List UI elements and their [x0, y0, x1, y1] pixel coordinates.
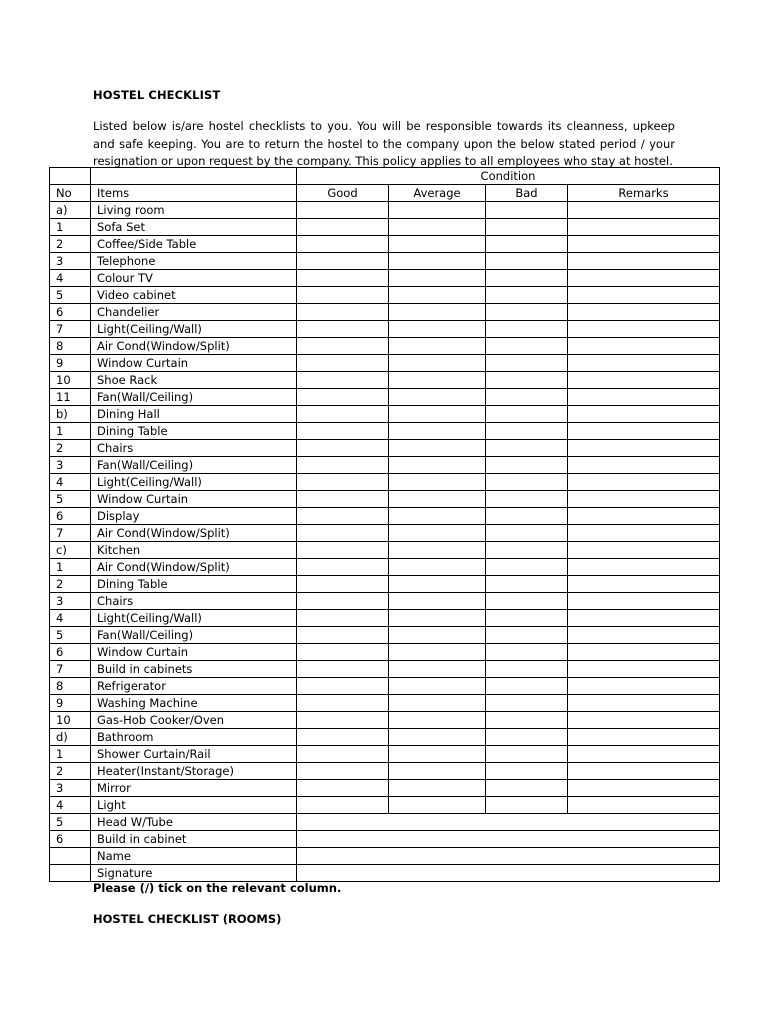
checklist-row: [50, 797, 720, 814]
row-item: Telephone: [91, 253, 297, 270]
remarks-cell[interactable]: [568, 423, 720, 440]
merged-entry-cell[interactable]: [297, 848, 720, 865]
good-cell[interactable]: [297, 610, 389, 627]
merged-entry-cell[interactable]: [297, 865, 720, 882]
average-cell[interactable]: [389, 678, 486, 695]
row-item: Air Cond(Window/Split): [91, 559, 297, 576]
remarks-cell[interactable]: [568, 236, 720, 253]
average-cell[interactable]: [389, 287, 486, 304]
bad-cell[interactable]: [486, 372, 568, 389]
bad-cell[interactable]: [486, 576, 568, 593]
checklist-row: [50, 576, 720, 593]
remarks-cell[interactable]: [568, 729, 720, 746]
remarks-cell[interactable]: [568, 780, 720, 797]
remarks-cell[interactable]: [568, 644, 720, 661]
column-header-row: [50, 185, 720, 202]
remarks-cell[interactable]: [568, 321, 720, 338]
header-remarks: Remarks: [568, 185, 720, 202]
bad-cell[interactable]: [486, 797, 568, 814]
row-number: 3: [50, 780, 91, 797]
good-cell[interactable]: [297, 219, 389, 236]
row-number: [50, 848, 91, 865]
remarks-cell[interactable]: [568, 372, 720, 389]
good-cell[interactable]: [297, 542, 389, 559]
remarks-cell[interactable]: [568, 576, 720, 593]
remarks-cell[interactable]: [568, 253, 720, 270]
remarks-cell[interactable]: [568, 559, 720, 576]
row-number: 5: [50, 814, 91, 831]
row-number: 5: [50, 287, 91, 304]
bad-cell[interactable]: [486, 338, 568, 355]
good-cell[interactable]: [297, 644, 389, 661]
bad-cell[interactable]: [486, 287, 568, 304]
row-number: 9: [50, 355, 91, 372]
checklist-row: [50, 287, 720, 304]
good-cell[interactable]: [297, 491, 389, 508]
row-item: Dining Table: [91, 576, 297, 593]
good-cell[interactable]: [297, 525, 389, 542]
average-cell[interactable]: [389, 763, 486, 780]
checklist-row: [50, 253, 720, 270]
row-item: Display: [91, 508, 297, 525]
bad-cell[interactable]: [486, 423, 568, 440]
row-number: 8: [50, 338, 91, 355]
bad-cell[interactable]: [486, 542, 568, 559]
row-item: Name: [91, 848, 297, 865]
row-number: 9: [50, 695, 91, 712]
checklist-row: [50, 491, 720, 508]
good-cell[interactable]: [297, 440, 389, 457]
checklist-row: [50, 746, 720, 763]
row-number: 5: [50, 491, 91, 508]
bad-cell[interactable]: [486, 678, 568, 695]
average-cell[interactable]: [389, 712, 486, 729]
row-number: 7: [50, 525, 91, 542]
good-cell[interactable]: [297, 457, 389, 474]
bad-cell[interactable]: [486, 593, 568, 610]
row-item: Chairs: [91, 440, 297, 457]
good-cell[interactable]: [297, 202, 389, 219]
good-cell[interactable]: [297, 389, 389, 406]
good-cell[interactable]: [297, 406, 389, 423]
checklist-row: [50, 763, 720, 780]
good-cell[interactable]: [297, 338, 389, 355]
row-number: 4: [50, 474, 91, 491]
page-title: HOSTEL CHECKLIST: [93, 88, 221, 102]
row-item: Fan(Wall/Ceiling): [91, 389, 297, 406]
row-item: Colour TV: [91, 270, 297, 287]
checklist-row: [50, 338, 720, 355]
row-number: 1: [50, 559, 91, 576]
remarks-cell[interactable]: [568, 627, 720, 644]
good-cell[interactable]: [297, 780, 389, 797]
row-number: 1: [50, 423, 91, 440]
row-number: 2: [50, 440, 91, 457]
average-cell[interactable]: [389, 661, 486, 678]
checklist-row: [50, 440, 720, 457]
merged-entry-cell[interactable]: [297, 814, 720, 831]
row-item: Shower Curtain/Rail: [91, 746, 297, 763]
row-item: Coffee/Side Table: [91, 236, 297, 253]
bad-cell[interactable]: [486, 355, 568, 372]
bad-cell[interactable]: [486, 491, 568, 508]
checklist-row: [50, 389, 720, 406]
checklist-row: [50, 355, 720, 372]
bad-cell[interactable]: [486, 202, 568, 219]
row-item: Fan(Wall/Ceiling): [91, 457, 297, 474]
remarks-cell[interactable]: [568, 389, 720, 406]
good-cell[interactable]: [297, 372, 389, 389]
row-item: Signature: [91, 865, 297, 882]
checklist-row: [50, 814, 720, 831]
remarks-cell[interactable]: [568, 355, 720, 372]
row-item: Dining Hall: [91, 406, 297, 423]
average-cell[interactable]: [389, 695, 486, 712]
row-item: Mirror: [91, 780, 297, 797]
row-item: Video cabinet: [91, 287, 297, 304]
bad-cell[interactable]: [486, 695, 568, 712]
row-item: Kitchen: [91, 542, 297, 559]
checklist-row: [50, 661, 720, 678]
checklist-row: [50, 610, 720, 627]
checklist-row: [50, 542, 720, 559]
remarks-cell[interactable]: [568, 219, 720, 236]
good-cell[interactable]: [297, 576, 389, 593]
bad-cell[interactable]: [486, 627, 568, 644]
header-items: Items: [91, 185, 297, 202]
bad-cell[interactable]: [486, 219, 568, 236]
good-cell[interactable]: [297, 729, 389, 746]
row-number: 1: [50, 219, 91, 236]
checklist-row: [50, 865, 720, 882]
checklist-row: [50, 474, 720, 491]
average-cell[interactable]: [389, 474, 486, 491]
row-item: Window Curtain: [91, 355, 297, 372]
header-blank-no: [50, 168, 91, 185]
average-cell[interactable]: [389, 355, 486, 372]
checklist-table: [49, 167, 720, 882]
checklist-row: [50, 678, 720, 695]
remarks-cell[interactable]: [568, 491, 720, 508]
row-item: Sofa Set: [91, 219, 297, 236]
good-cell[interactable]: [297, 508, 389, 525]
checklist-row: [50, 406, 720, 423]
row-number: 1: [50, 746, 91, 763]
average-cell[interactable]: [389, 746, 486, 763]
checklist-row: [50, 831, 720, 848]
average-cell[interactable]: [389, 423, 486, 440]
row-number: 7: [50, 661, 91, 678]
average-cell[interactable]: [389, 338, 486, 355]
average-cell[interactable]: [389, 321, 486, 338]
rooms-checklist-heading: HOSTEL CHECKLIST (ROOMS): [93, 912, 282, 926]
bad-cell[interactable]: [486, 644, 568, 661]
average-cell[interactable]: [389, 627, 486, 644]
row-number: 4: [50, 610, 91, 627]
row-number: 6: [50, 831, 91, 848]
remarks-cell[interactable]: [568, 457, 720, 474]
row-item: Living room: [91, 202, 297, 219]
header-average: Average: [389, 185, 486, 202]
remarks-cell[interactable]: [568, 610, 720, 627]
row-item: Dining Table: [91, 423, 297, 440]
bad-cell[interactable]: [486, 746, 568, 763]
good-cell[interactable]: [297, 712, 389, 729]
bad-cell[interactable]: [486, 712, 568, 729]
row-number: 8: [50, 678, 91, 695]
row-item: Window Curtain: [91, 644, 297, 661]
good-cell[interactable]: [297, 661, 389, 678]
row-item: Light(Ceiling/Wall): [91, 474, 297, 491]
good-cell[interactable]: [297, 678, 389, 695]
remarks-cell[interactable]: [568, 712, 720, 729]
bad-cell[interactable]: [486, 780, 568, 797]
bad-cell[interactable]: [486, 559, 568, 576]
row-item: Chairs: [91, 593, 297, 610]
bad-cell[interactable]: [486, 729, 568, 746]
bad-cell[interactable]: [486, 508, 568, 525]
checklist-row: [50, 695, 720, 712]
checklist-row: [50, 780, 720, 797]
checklist-row: [50, 559, 720, 576]
bad-cell[interactable]: [486, 610, 568, 627]
average-cell[interactable]: [389, 729, 486, 746]
average-cell[interactable]: [389, 270, 486, 287]
good-cell[interactable]: [297, 593, 389, 610]
bad-cell[interactable]: [486, 661, 568, 678]
row-number: 3: [50, 457, 91, 474]
bad-cell[interactable]: [486, 440, 568, 457]
row-number: 2: [50, 236, 91, 253]
average-cell[interactable]: [389, 780, 486, 797]
row-number: d): [50, 729, 91, 746]
remarks-cell[interactable]: [568, 304, 720, 321]
checklist-row: [50, 219, 720, 236]
row-number: 6: [50, 508, 91, 525]
remarks-cell[interactable]: [568, 508, 720, 525]
good-cell[interactable]: [297, 236, 389, 253]
checklist-row: [50, 508, 720, 525]
checklist-row: [50, 627, 720, 644]
row-item: Head W/Tube: [91, 814, 297, 831]
bad-cell[interactable]: [486, 457, 568, 474]
row-item: Light: [91, 797, 297, 814]
good-cell[interactable]: [297, 423, 389, 440]
bad-cell[interactable]: [486, 474, 568, 491]
row-number: 10: [50, 372, 91, 389]
average-cell[interactable]: [389, 253, 486, 270]
row-number: 6: [50, 304, 91, 321]
average-cell[interactable]: [389, 542, 486, 559]
row-item: Fan(Wall/Ceiling): [91, 627, 297, 644]
average-cell[interactable]: [389, 236, 486, 253]
row-item: Light(Ceiling/Wall): [91, 610, 297, 627]
average-cell[interactable]: [389, 457, 486, 474]
header-blank-items: [91, 168, 297, 185]
checklist-row: [50, 236, 720, 253]
bad-cell[interactable]: [486, 406, 568, 423]
row-number: 10: [50, 712, 91, 729]
row-number: 7: [50, 321, 91, 338]
row-number: [50, 865, 91, 882]
good-cell[interactable]: [297, 253, 389, 270]
remarks-cell[interactable]: [568, 661, 720, 678]
average-cell[interactable]: [389, 610, 486, 627]
remarks-cell[interactable]: [568, 763, 720, 780]
remarks-cell[interactable]: [568, 270, 720, 287]
row-item: Build in cabinets: [91, 661, 297, 678]
good-cell[interactable]: [297, 474, 389, 491]
average-cell[interactable]: [389, 797, 486, 814]
bad-cell[interactable]: [486, 525, 568, 542]
row-item: Air Cond(Window/Split): [91, 338, 297, 355]
checklist-row: [50, 593, 720, 610]
remarks-cell[interactable]: [568, 797, 720, 814]
bad-cell[interactable]: [486, 304, 568, 321]
good-cell[interactable]: [297, 559, 389, 576]
good-cell[interactable]: [297, 304, 389, 321]
checklist-row: [50, 270, 720, 287]
row-number: 3: [50, 253, 91, 270]
checklist-row: [50, 372, 720, 389]
good-cell[interactable]: [297, 355, 389, 372]
row-item: Gas-Hob Cooker/Oven: [91, 712, 297, 729]
good-cell[interactable]: [297, 627, 389, 644]
row-item: Air Cond(Window/Split): [91, 525, 297, 542]
average-cell[interactable]: [389, 406, 486, 423]
intro-paragraph: Listed below is/are hostel checklists to you. You will be responsible towards its cleanness, upkeep and safe keeping. You are to return the hostel to the company upon the below stated period / your resignation or upon request by the company. This policy applies to all employees who stay at hostel.: [93, 119, 675, 168]
tick-instruction-note: Please (/) tick on the relevant column.: [93, 881, 342, 895]
remarks-cell[interactable]: [568, 406, 720, 423]
row-number: 2: [50, 763, 91, 780]
row-number: 6: [50, 644, 91, 661]
bad-cell[interactable]: [486, 253, 568, 270]
remarks-cell[interactable]: [568, 525, 720, 542]
checklist-row: [50, 304, 720, 321]
header-bad: Bad: [486, 185, 568, 202]
remarks-cell[interactable]: [568, 695, 720, 712]
condition-header-row: [50, 168, 720, 185]
good-cell[interactable]: [297, 270, 389, 287]
condition-header: Condition: [297, 168, 720, 185]
remarks-cell[interactable]: [568, 593, 720, 610]
row-number: 4: [50, 270, 91, 287]
bad-cell[interactable]: [486, 236, 568, 253]
remarks-cell[interactable]: [568, 287, 720, 304]
good-cell[interactable]: [297, 287, 389, 304]
checklist-row: [50, 457, 720, 474]
average-cell[interactable]: [389, 219, 486, 236]
row-item: Shoe Rack: [91, 372, 297, 389]
row-number: b): [50, 406, 91, 423]
row-number: 3: [50, 593, 91, 610]
average-cell[interactable]: [389, 372, 486, 389]
row-number: 4: [50, 797, 91, 814]
row-item: Bathroom: [91, 729, 297, 746]
row-number: a): [50, 202, 91, 219]
row-item: Build in cabinet: [91, 831, 297, 848]
checklist-row: [50, 321, 720, 338]
average-cell[interactable]: [389, 576, 486, 593]
average-cell[interactable]: [389, 559, 486, 576]
row-item: Chandelier: [91, 304, 297, 321]
bad-cell[interactable]: [486, 270, 568, 287]
row-item: Heater(Instant/Storage): [91, 763, 297, 780]
merged-entry-cell[interactable]: [297, 831, 720, 848]
checklist-row: [50, 848, 720, 865]
remarks-cell[interactable]: [568, 678, 720, 695]
row-number: 11: [50, 389, 91, 406]
average-cell[interactable]: [389, 508, 486, 525]
good-cell[interactable]: [297, 763, 389, 780]
row-item: Light(Ceiling/Wall): [91, 321, 297, 338]
checklist-row: [50, 423, 720, 440]
row-number: 2: [50, 576, 91, 593]
bad-cell[interactable]: [486, 389, 568, 406]
average-cell[interactable]: [389, 440, 486, 457]
checklist-row: [50, 525, 720, 542]
header-no: No: [50, 185, 91, 202]
row-item: Window Curtain: [91, 491, 297, 508]
good-cell[interactable]: [297, 797, 389, 814]
good-cell[interactable]: [297, 746, 389, 763]
average-cell[interactable]: [389, 389, 486, 406]
average-cell[interactable]: [389, 304, 486, 321]
header-good: Good: [297, 185, 389, 202]
checklist-row: [50, 202, 720, 219]
good-cell[interactable]: [297, 321, 389, 338]
checklist-row: [50, 712, 720, 729]
average-cell[interactable]: [389, 202, 486, 219]
checklist-row: [50, 644, 720, 661]
bad-cell[interactable]: [486, 763, 568, 780]
checklist-row: [50, 729, 720, 746]
row-number: c): [50, 542, 91, 559]
good-cell[interactable]: [297, 695, 389, 712]
average-cell[interactable]: [389, 593, 486, 610]
remarks-cell[interactable]: [568, 202, 720, 219]
remarks-cell[interactable]: [568, 440, 720, 457]
row-item: Refrigerator: [91, 678, 297, 695]
bad-cell[interactable]: [486, 321, 568, 338]
remarks-cell[interactable]: [568, 542, 720, 559]
row-number: 5: [50, 627, 91, 644]
average-cell[interactable]: [389, 644, 486, 661]
remarks-cell[interactable]: [568, 338, 720, 355]
remarks-cell[interactable]: [568, 746, 720, 763]
row-item: Washing Machine: [91, 695, 297, 712]
average-cell[interactable]: [389, 491, 486, 508]
remarks-cell[interactable]: [568, 474, 720, 491]
average-cell[interactable]: [389, 525, 486, 542]
